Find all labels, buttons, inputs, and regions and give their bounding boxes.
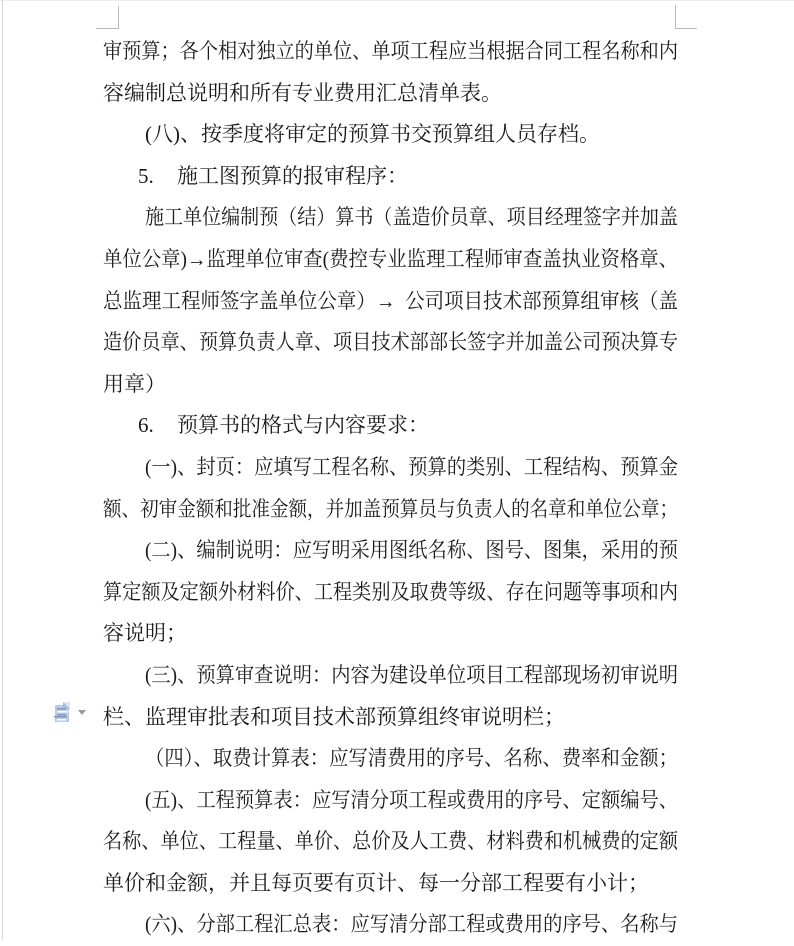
text-line-content: (一)、封页：应填写工程名称、预算的类别、工程结构、预算金 [145,454,678,479]
text-line [103,364,678,406]
text-line-content: 栏、监理审批表和项目技术部预算组终审说明栏； [103,704,565,729]
text-line [103,197,678,239]
text-line-content: 审预算；各个相对独立的单位、单项工程应当根据合同工程名称和内 [103,39,678,63]
document-text[interactable] [103,31,678,946]
text-line [103,322,678,364]
text-line-content [138,405,429,447]
text-boundary-mark-top-right [675,5,676,28]
text-line [103,530,678,572]
text-boundary-mark-top-right [675,28,697,29]
text-line-content: (八)、按季度将审定的预算书交预算组人员存档。 [145,122,600,147]
text-line [103,697,678,739]
text-line [103,447,678,489]
text-line [103,156,678,198]
text-line [103,114,678,156]
text-line [103,31,678,73]
text-line [103,281,678,323]
text-boundary-mark-top-left [96,28,119,29]
text-line [103,738,678,780]
text-line [103,405,678,447]
text-line [103,489,678,531]
text-line-content: 名称、单位、工程量、单价、总价及人工费、材料费和机械费的定额 [103,829,678,854]
text-line [103,73,678,115]
text-line-content: 算定额及定额外材料价、工程类别及取费等级、存在问题等事项和内 [103,579,678,604]
list-text: 预算书的格式与内容要求： [177,413,429,438]
text-line-content: 容编制总说明和所有专业费用汇总清单表。 [103,80,502,105]
text-boundary-mark-top-left [118,6,119,29]
margin-smart-tag[interactable] [54,701,94,727]
list-number: 5. [138,163,154,188]
text-line-content: （四）、取费计算表：应写清费用的序号、名称、费率和金额； [145,746,678,771]
text-line [103,613,678,655]
comment-document-icon[interactable] [54,701,74,725]
list-number: 6. [138,413,154,438]
list-text: 施工图预算的报审程序： [177,163,408,188]
text-line [103,821,678,863]
text-line-content: (二)、编制说明：应写明采用图纸名称、图号、图集，采用的预 [145,538,678,563]
text-line-content: 总监理工程师签字盖单位公章）→ 公司项目技术部预算组审核（盖 [103,288,678,313]
text-line [103,780,678,822]
text-line [103,655,678,697]
text-line [103,239,678,281]
text-line-content: (六)、分部工程汇总表：应写清分部工程或费用的序号、名称与 [145,912,678,937]
text-line-content: 施工单位编制预（结）算书（盖造价员章、项目经理签字并加盖 [145,205,678,230]
text-line-content: 单位公章)→监理单位审查(费控专业监理工程师审查盖执业资格章、 [103,246,678,271]
text-line-content: 造价员章、预算负责人章、项目技术部部长签字并加盖公司预决算专 [103,330,678,355]
page-top-hairline [0,0,794,1]
text-line-content: 额、初审金额和批准金额，并加盖预算员与负责人的名章和单位公章； [103,496,678,521]
text-line-content: 用章） [103,371,166,396]
text-line [103,863,678,905]
text-line-content [138,156,408,198]
text-line-content: 容说明； [103,621,187,646]
dropdown-arrow-icon[interactable] [78,710,86,715]
text-line-content: (五)、工程预算表：应写清分项工程或费用的序号、定额编号、 [145,787,678,812]
text-line-content: 单价和金额，并且每页要有页计、每一分部工程要有小计； [103,870,649,895]
text-line-content: (三)、预算审查说明：内容为建设单位项目工程部现场初审说明 [145,662,678,687]
page-edge-line [2,0,3,940]
text-line [103,572,678,614]
